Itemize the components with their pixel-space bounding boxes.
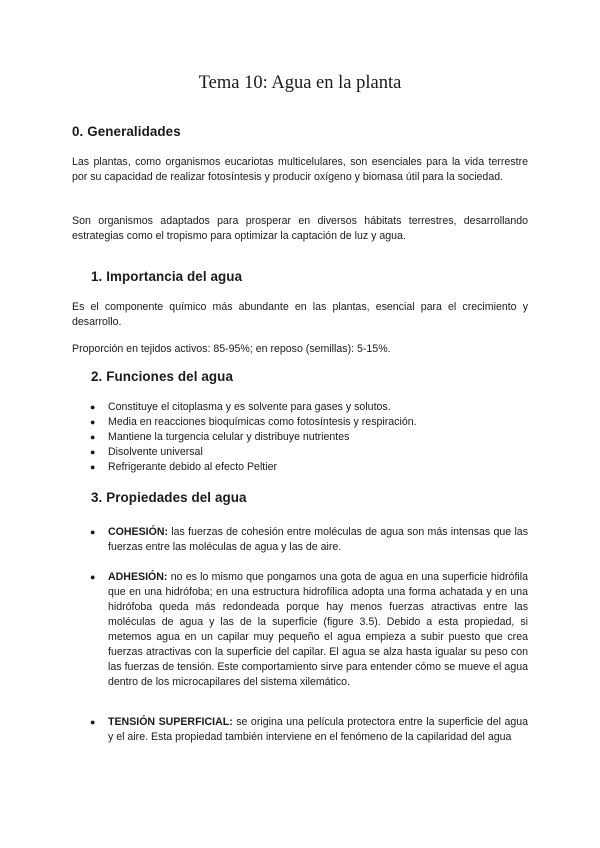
paragraph: Las plantas, como organismos eucariotas multicelulares, son esenciales para la vida terrestre por su capacidad de realizar fotosíntesis y producir oxígeno y biomasa útil para la sociedad. (72, 156, 528, 183)
paragraph: Es el componente químico más abundante en las plantas, esencial para el crecimiento y desarrollo. (72, 301, 528, 328)
property-item-adhesion (90, 570, 528, 690)
bullet-icon: ● (90, 447, 96, 457)
list-item-text: Constituye el citoplasma y es solvente para gases y solutos. (108, 401, 391, 413)
list-item-text: Media en reacciones bioquímicas como fotosíntesis y respiración. (108, 416, 417, 428)
bullet-icon: ● (90, 462, 96, 472)
list-item (90, 460, 530, 475)
property-item-tension-superficial (90, 715, 528, 745)
section-heading-propiedades: 3. Propiedades del agua (91, 490, 247, 505)
bullet-icon: ● (90, 417, 96, 427)
property-item-cohesion (90, 525, 528, 555)
list-item (90, 415, 530, 430)
property-text: se origina una película protectora entre la superficie del agua y el aire. Esta propiedad también interviene en el fenómeno de la capilaridad del agua (108, 716, 529, 743)
list-item-text: Disolvente universal (108, 446, 203, 458)
page-title: Tema 10: Agua en la planta (198, 73, 402, 93)
section-heading-generalidades: 0. Generalidades (72, 124, 181, 139)
property-text: no es lo mismo que pongamos una gota de agua en una superficie hidrófila que en una hidrófoba; en una estructura hidrofílica adopta una forma achatada y en una hidrófoba queda más redondeada porque hay menos fuerzas atractivas entre las moléculas de agua y las de la superficie (figure 3.5). Debido a esta propiedad, si metemos agua en un capilar muy pequeño el agua empieza a subir puesto que crea fuerzas atractivas con la superficie del capilar. El agua se alza hasta igualar su peso con las fuerzas de tensión. Este comportamiento sirve para entender cómo se mueve el agua dentro de los microcapilares del sistema xilemático. (108, 571, 528, 688)
paragraph: Proporción en tejidos activos: 85-95%; en reposo (semillas): 5-15%. (72, 343, 391, 355)
list-item (90, 430, 530, 445)
property-text: las fuerzas de cohesión entre moléculas de agua son más intensas que las fuerzas entre las moléculas de agua y las de aire. (108, 526, 528, 553)
functions-list (90, 400, 530, 475)
property-term: ADHESIÓN: (108, 571, 168, 583)
bullet-icon: ● (90, 527, 96, 537)
list-item (90, 445, 530, 460)
list-item-text: Mantiene la turgencia celular y distribuye nutrientes (108, 431, 350, 443)
bullet-icon: ● (90, 717, 96, 727)
bullet-icon: ● (90, 572, 96, 582)
section-heading-importancia: 1. Importancia del agua (91, 269, 243, 284)
list-item (90, 400, 530, 415)
list-item-text: Refrigerante debido al efecto Peltier (108, 461, 278, 473)
paragraph: Son organismos adaptados para prosperar en diversos hábitats terrestres, desarrollando estrategias como el tropismo para optimizar la captación de luz y agua. (72, 215, 528, 242)
bullet-icon: ● (90, 402, 96, 412)
property-term: COHESIÓN: (108, 526, 169, 538)
bullet-icon: ● (90, 432, 96, 442)
section-heading-funciones: 2. Funciones del agua (91, 369, 233, 384)
property-term: TENSIÓN SUPERFICIAL: (108, 716, 233, 728)
